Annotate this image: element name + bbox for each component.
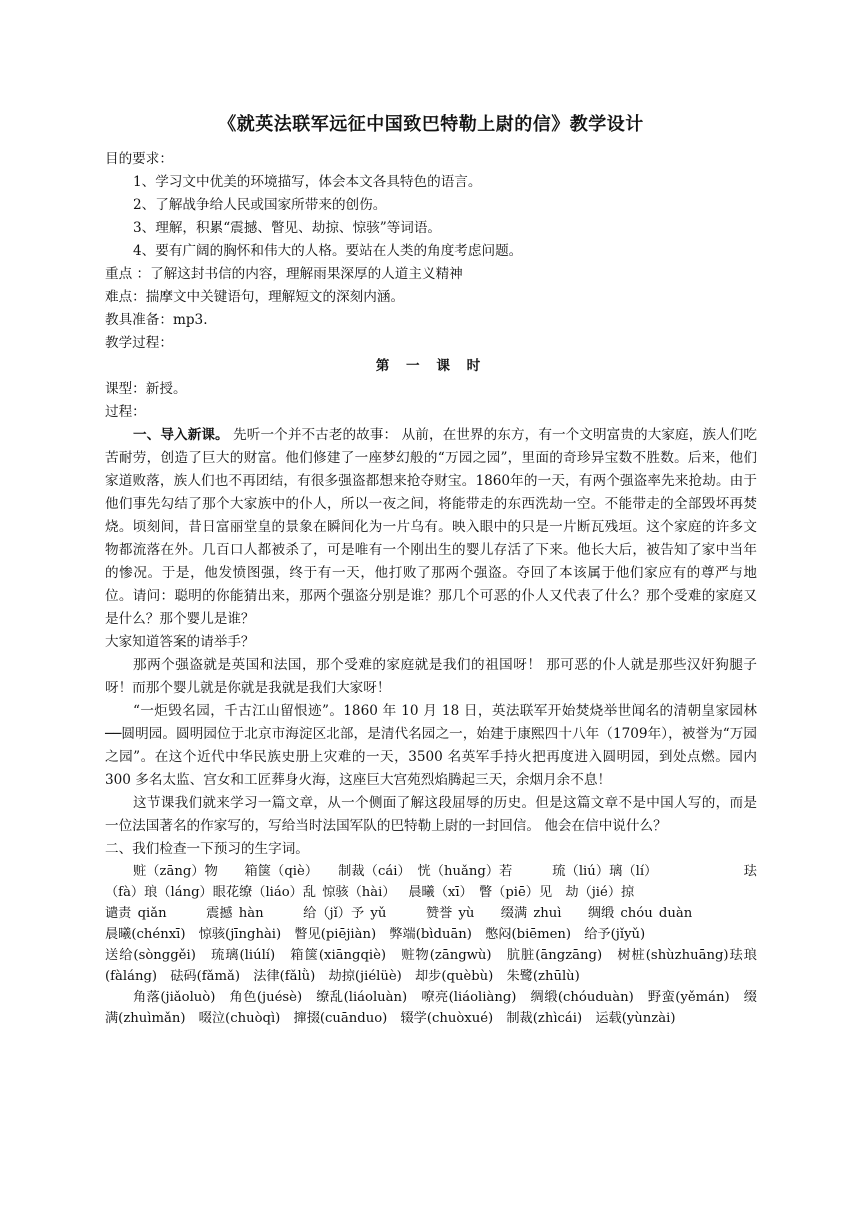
key-point: 重点 ：了解这封书信的内容，理解雨果深厚的人道主义精神 xyxy=(105,266,463,282)
vocab-line: 赃（zāng）物 箱箧（qiè） 制裁（cái） 恍（huǎng）若 琉（liú）璃（lí） 珐（fà）琅（láng）眼花缭（liáo）乱 惊骇（hài） 晨曦（xī） 瞥（piē）见 劫（jié）掠 xyxy=(105,864,757,900)
teaching-tools: 教具准备：mp3. xyxy=(105,312,208,328)
section-two-heading: 二、我们检查一下预习的生字词。 xyxy=(105,841,309,857)
intro-heading: 一、导入新课。 xyxy=(133,427,229,443)
document-title: 《就英法联军远征中国致巴特勒上尉的信》教学设计 xyxy=(218,114,644,135)
lesson-intro-paragraph: 这节课我们就来学习一篇文章，从一个侧面了解这段屈辱的历史。但是这篇文章不是中国人写的，而是一位法国著名的作家写的，写给当时法国军队的巴特勒上尉的一封回信。 他会在信中说什么？ xyxy=(105,795,757,834)
vocab-line: 谴责 qiǎn 震撼 hàn 给（jǐ）予 yǔ 赞誉 yù 缀满 zhuì 绸缎 chóu duàn xyxy=(105,906,693,921)
intro-story: 先听一个并不古老的故事： 从前，在世界的东方，有一个文明富贵的大家庭，族人们吃苦耐劳，创造了巨大的财富。他们修建了一座梦幻般的“万园之园”，里面的奇珍异宝数不胜数。后来，他们家道败落，族人们也不再团结，有很多强盗都想来抢夺财宝。1860年的一天，有两个强盗率先来抢劫。由于他们事先勾结了那个大家族中的仆人，所以一夜之间，将能带走的东西洗劫一空。不能带走的全部毁坏再焚烧。顷刻间，昔日富丽堂皇的景象在瞬间化为一片乌有。映入眼中的只是一片断瓦残垣。这个家庭的许多文物都流落在外。几百口人都被杀了，可是唯有一个刚出生的婴儿存活了下来。他长大后，被告知了家中当年的惨况。于是，他发愤图强，终于有一天，他打败了那两个强盗。夺回了本该属于他们家应有的尊严与地位。请问：聪明的你能猜出来，那两个强盗分别是谁？那几个可恶的仆人又代表了什么？那个受难的家庭又是什么？那个婴儿是谁？ xyxy=(105,427,758,627)
process-label: 教学过程： xyxy=(105,335,173,351)
history-paragraph: “一炬毁名园，千古江山留恨迹”。1860 年 10 月 18 日，英法联军开始焚烧举世闻名的清朝皇家园林──圆明园。圆明园位于北京市海淀区北部，是清代名园之一，始建于康熙四十八年（1709年），被誉为“万园之园”。在这个近代中华民族史册上灾难的一天，3500 名英军手持火把再度进入圆明园，到处点燃。园内 300 多名太监、宫女和工匠葬身火海，这座巨大宫苑烈焰腾起三天，余烟月余不息！ xyxy=(105,703,757,788)
objective-item: 1、学习文中优美的环境描写，体会本文各具特色的语言。 xyxy=(133,174,482,190)
answer-paragraph: 那两个强盗就是英国和法国，那个受难的家庭就是我们的祖国呀！ 那可恶的仆人就是那些汉奸狗腿子呀！而那个婴儿就是你就是我就是我们大家呀！ xyxy=(105,657,757,696)
vocab-line: 送给(sònggěi) 琉璃(liúlí) 箱箧(xiāngqiè) 赃物(zāngwù) 肮脏(āngzāng) 树桩(shùzhuāng)珐琅(fàláng) 砝码(fǎmǎ) 法律(fǎlǜ) 劫掠(jiélüè) 却步(quèbù) 朱鹭(zhūlù) xyxy=(105,948,757,984)
vocab-line: 角落(jiǎoluò) 角色(juésè) 缭乱(liáoluàn) 嘹亮(liáoliàng) 绸缎(chóuduàn) 野蛮(yěmán) 缀满(zhuìmǎn) 啜泣(chuòqì) 撺掇(cuānduo) 辍学(chuòxué) 制裁(zhìcái) 运载(yùnzài) xyxy=(105,990,757,1026)
document-page xyxy=(105,112,757,1029)
objective-item: 4、要有广阔的胸怀和伟大的人格。要站在人类的角度考虑问题。 xyxy=(133,243,523,259)
difficulty: 难点：揣摩文中关键语句，理解短文的深刻内涵。 xyxy=(105,289,405,305)
lesson-type: 课型：新授。 xyxy=(105,381,187,397)
objective-item: 3、理解，积累“震撼、瞥见、劫掠、惊骇”等词语。 xyxy=(133,220,442,236)
objectives-label: 目的要求： xyxy=(105,151,173,167)
procedure-label: 过程： xyxy=(105,404,146,420)
objective-item: 2、了解战争给人民或国家所带来的创伤。 xyxy=(133,197,387,213)
ask-hands: 大家知道答案的请举手？ xyxy=(105,634,255,650)
lesson-heading: 第 一 课 时 xyxy=(375,358,487,374)
vocab-line: 晨曦(chénxī) 惊骇(jīnghài) 瞥见(piējiàn) 弊端(bìduān) 憋闷(biēmen) 给予(jǐyǔ) xyxy=(105,927,646,942)
intro-paragraph xyxy=(105,424,757,631)
